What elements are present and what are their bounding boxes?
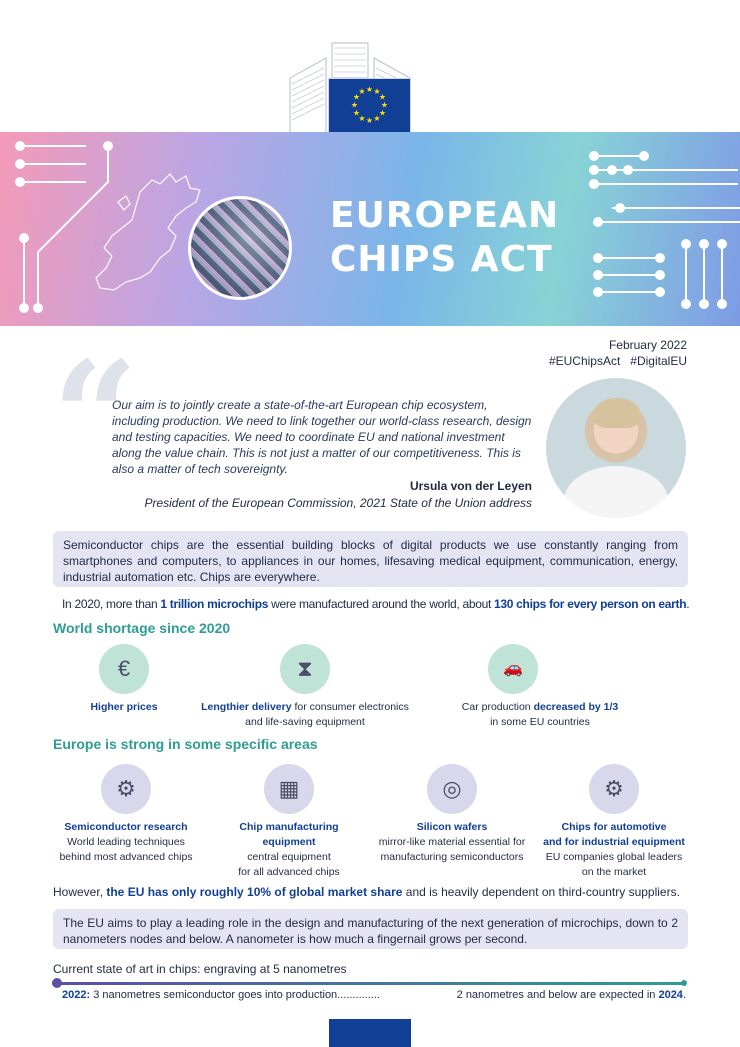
speaker-portrait — [546, 378, 686, 518]
strong-item-research — [56, 764, 196, 865]
svg-text:★: ★ — [358, 114, 366, 123]
title-line2: CHIPS ACT — [330, 239, 553, 280]
timeline-label: Current state of art in chips: engraving at 5 nanometres — [53, 962, 347, 976]
strong-item-desc1: EU companies global leaders — [545, 851, 683, 863]
aim-box: The EU aims to play a leading role in the design and manufacturing of the next generation of microchips, down to 2 nanometers nodes and below. A nanometer is how much a fingernail grows per second. — [53, 909, 688, 949]
europe-map-outline — [96, 174, 200, 290]
stat-text-2: were manufactured around the world, about — [268, 597, 495, 611]
price-tag-icon: € — [99, 644, 149, 694]
section-heading-shortage: World shortage since 2020 — [53, 620, 231, 636]
market-share-line — [53, 884, 680, 900]
quote-author-role: President of the European Commission, 2021 State of the Union address — [144, 496, 532, 510]
shortage-item-cars — [440, 644, 640, 730]
hashtags: #EUChipsAct #DigitalEU — [548, 354, 687, 368]
market-text-2: and is heavily dependent on third-country suppliers. — [402, 885, 680, 899]
chip-wafer-image — [188, 196, 292, 300]
timeline-right-end: . — [682, 989, 686, 1001]
shortage-item-title: Lengthier delivery — [201, 701, 292, 713]
timeline-right-desc: 2 nanometres and below are expected in — [456, 989, 659, 1001]
strong-item-desc1: central equipment — [247, 851, 331, 863]
svg-text:★: ★ — [352, 92, 361, 102]
footer-flag-bar — [329, 1019, 411, 1047]
market-text-1: However, — [53, 885, 107, 899]
svg-text:★: ★ — [365, 116, 374, 125]
strong-item-title: Chip manufacturing equipment — [239, 821, 339, 848]
hero-banner — [0, 132, 740, 326]
automotive-gear-icon: ⚙ — [589, 764, 639, 814]
chip-machine-icon: ▦ — [264, 764, 314, 814]
stat-line — [62, 596, 689, 612]
strong-item-desc2: behind most advanced chips — [59, 851, 193, 863]
car-icon: 🚗 — [488, 644, 538, 694]
timeline-end-dot — [681, 980, 687, 986]
silicon-wafer-icon: ◎ — [427, 764, 477, 814]
publication-meta — [549, 337, 687, 369]
strong-item-desc2: on the market — [581, 866, 647, 878]
strong-item-desc1: World leading techniques — [67, 836, 185, 848]
shortage-item-title: Higher prices — [90, 701, 158, 713]
eu-stars-icon — [329, 79, 410, 133]
shortage-item-prices — [74, 644, 174, 715]
portrait-jacket — [564, 466, 668, 518]
market-bold: the EU has only roughly 10% of global market share — [106, 885, 403, 899]
strong-item-title: Semiconductor research — [64, 821, 188, 833]
strong-item-equipment — [212, 764, 366, 880]
eu-flag — [329, 79, 410, 133]
svg-text:★: ★ — [352, 108, 361, 118]
strong-item-title: Silicon wafers — [416, 821, 488, 833]
stat-bold-1: 1 trillion microchips — [160, 597, 269, 611]
shortage-item-pre: Car production — [461, 701, 534, 713]
strong-item-wafers — [370, 764, 534, 865]
strong-item-title: Chips for automotive — [561, 821, 667, 833]
timeline-left-desc: 3 nanometres semiconductor goes into production.............. — [90, 989, 380, 1001]
svg-text:★: ★ — [373, 114, 381, 123]
quote-mark-icon: “ — [52, 329, 139, 505]
strong-item-desc2: for all advanced chips — [238, 866, 340, 878]
timeline-left-text — [62, 989, 380, 1001]
section-heading-strong: Europe is strong in some specific areas — [53, 736, 318, 752]
intro-box: Semiconductor chips are the essential building blocks of digital products we use constantly ranging from smartphones and computers, to appliances in our homes, lifesaving medical equipment, communication, energy, industrial automation etc. Chips are everywhere. — [53, 531, 688, 587]
svg-text:★: ★ — [378, 92, 387, 102]
svg-text:★: ★ — [350, 100, 359, 110]
timeline-year-2024: 2024 — [658, 989, 683, 1001]
publication-date: February 2022 — [608, 338, 687, 352]
shortage-item-delivery — [200, 644, 410, 730]
strong-item-desc1: mirror-like material essential for — [378, 836, 526, 848]
hourglass-icon: ⧗ — [280, 644, 330, 694]
shortage-item-desc: in some EU countries — [490, 716, 590, 728]
stat-bold-2: 130 chips for every person on earth — [494, 597, 687, 611]
stat-text-1: In 2020, more than — [62, 597, 161, 611]
page-title — [330, 194, 559, 282]
timeline-year-2022: 2022: — [62, 989, 91, 1001]
svg-text:★: ★ — [365, 85, 374, 94]
shortage-item-desc: and life-saving equipment — [245, 716, 365, 728]
shortage-item-title: decreased by 1/3 — [533, 701, 619, 713]
strong-item-desc2: manufacturing semiconductors — [380, 851, 524, 863]
timeline-right-text — [457, 989, 686, 1001]
svg-text:★: ★ — [358, 87, 366, 96]
shortage-item-desc-inline: for consumer electronics — [291, 701, 409, 713]
quote-author: Ursula von der Leyen — [409, 479, 532, 493]
timeline-line — [57, 982, 684, 985]
strong-item-automotive — [538, 764, 690, 880]
portrait-hair — [594, 398, 640, 428]
title-line1: EUROPEAN — [330, 195, 560, 236]
research-gear-icon: ⚙ — [101, 764, 151, 814]
stat-text-3: . — [686, 597, 690, 611]
quote-text: Our aim is to jointly create a state-of-the-art European chip ecosystem, including production. We need to link together our world-class research, design and testing capacities. We need to coordinate EU and national investment along the value chain. This is not just a matter of our competitiveness. This is also a matter of tech sovereignty. — [112, 398, 532, 476]
svg-text:★: ★ — [373, 87, 381, 96]
strong-item-title2: and for industrial equipment — [543, 836, 685, 848]
svg-text:★: ★ — [378, 108, 387, 118]
svg-text:★: ★ — [380, 100, 389, 110]
